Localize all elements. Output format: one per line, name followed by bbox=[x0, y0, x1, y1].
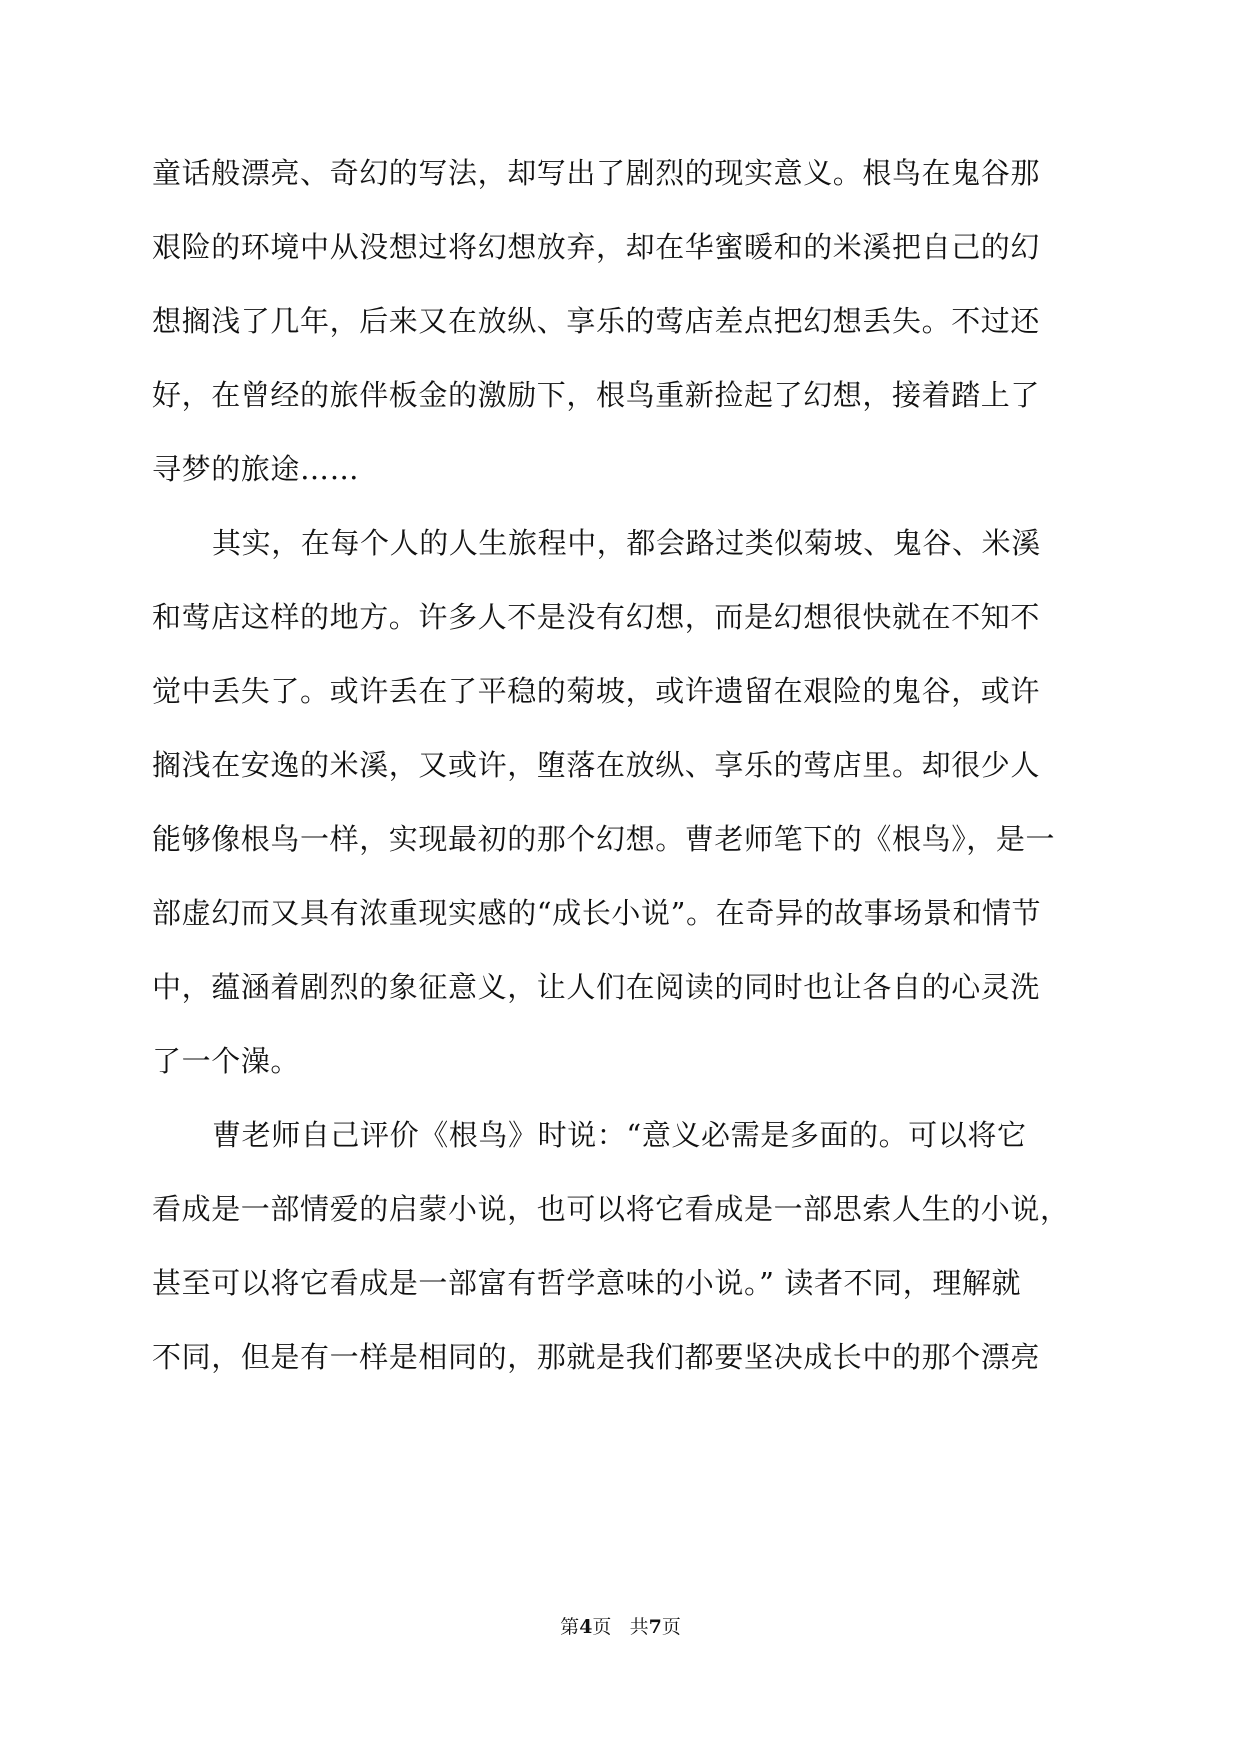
paragraph-first-line: 曹老师自己评价《根鸟》时说：“意义必需是多面的。可以将它 bbox=[212, 1118, 1027, 1152]
text-line: 觉中丢失了。或许丢在了平稳的菊坡，或许遗留在艰险的鬼谷，或许 bbox=[152, 674, 1041, 708]
text-line: 好，在曾经的旅伴板金的激励下，根鸟重新捡起了幻想，接着踏上了 bbox=[152, 378, 1041, 412]
text-line: 搁浅在安逸的米溪，又或许，堕落在放纵、享乐的莺店里。却很少人 bbox=[152, 748, 1041, 782]
text-line: 艰险的环境中从没想过将幻想放弃，却在华蜜暖和的米溪把自己的幻 bbox=[152, 230, 1041, 264]
text-line: 部虚幻而又具有浓重现实感的“成长小说”。在奇异的故事场景和情节 bbox=[152, 896, 1042, 930]
text-line: 童话般漂亮、奇幻的写法，却写出了剧烈的现实意义。根鸟在鬼谷那 bbox=[152, 156, 1041, 190]
text-line: 中，蕴涵着剧烈的象征意义，让人们在阅读的同时也让各自的心灵洗 bbox=[152, 970, 1041, 1004]
text-line: 不同，但是有一样是相同的，那就是我们都要坚决成长中的那个漂亮 bbox=[152, 1340, 1041, 1374]
text-line: 想搁浅了几年，后来又在放纵、享乐的莺店差点把幻想丢失。不过还 bbox=[152, 304, 1041, 338]
total-prefix: 共 bbox=[629, 1616, 649, 1638]
text-line: 能够像根鸟一样，实现最初的那个幻想。曹老师笔下的《根鸟》，是一 bbox=[152, 822, 1056, 856]
page-number: 4 bbox=[579, 1616, 593, 1638]
text-line: 看成是一部情爱的启蒙小说，也可以将它看成是一部思索人生的小说， bbox=[152, 1192, 1070, 1226]
total-suffix: 页 bbox=[661, 1616, 681, 1638]
total-pages: 7 bbox=[648, 1616, 662, 1638]
text-line: 甚至可以将它看成是一部富有哲学意味的小说。” 读者不同，理解就 bbox=[152, 1266, 1022, 1300]
page-suffix: 页 bbox=[592, 1616, 612, 1638]
page-footer bbox=[0, 1614, 1241, 1640]
text-line: 寻梦的旅途…… bbox=[152, 452, 360, 486]
page-prefix: 第 bbox=[560, 1616, 580, 1638]
paragraph-first-line: 其实，在每个人的人生旅程中，都会路过类似菊坡、鬼谷、米溪 bbox=[212, 526, 1041, 560]
text-line: 和莺店这样的地方。许多人不是没有幻想，而是幻想很快就在不知不 bbox=[152, 600, 1041, 634]
text-line: 了一个澡。 bbox=[152, 1044, 301, 1078]
